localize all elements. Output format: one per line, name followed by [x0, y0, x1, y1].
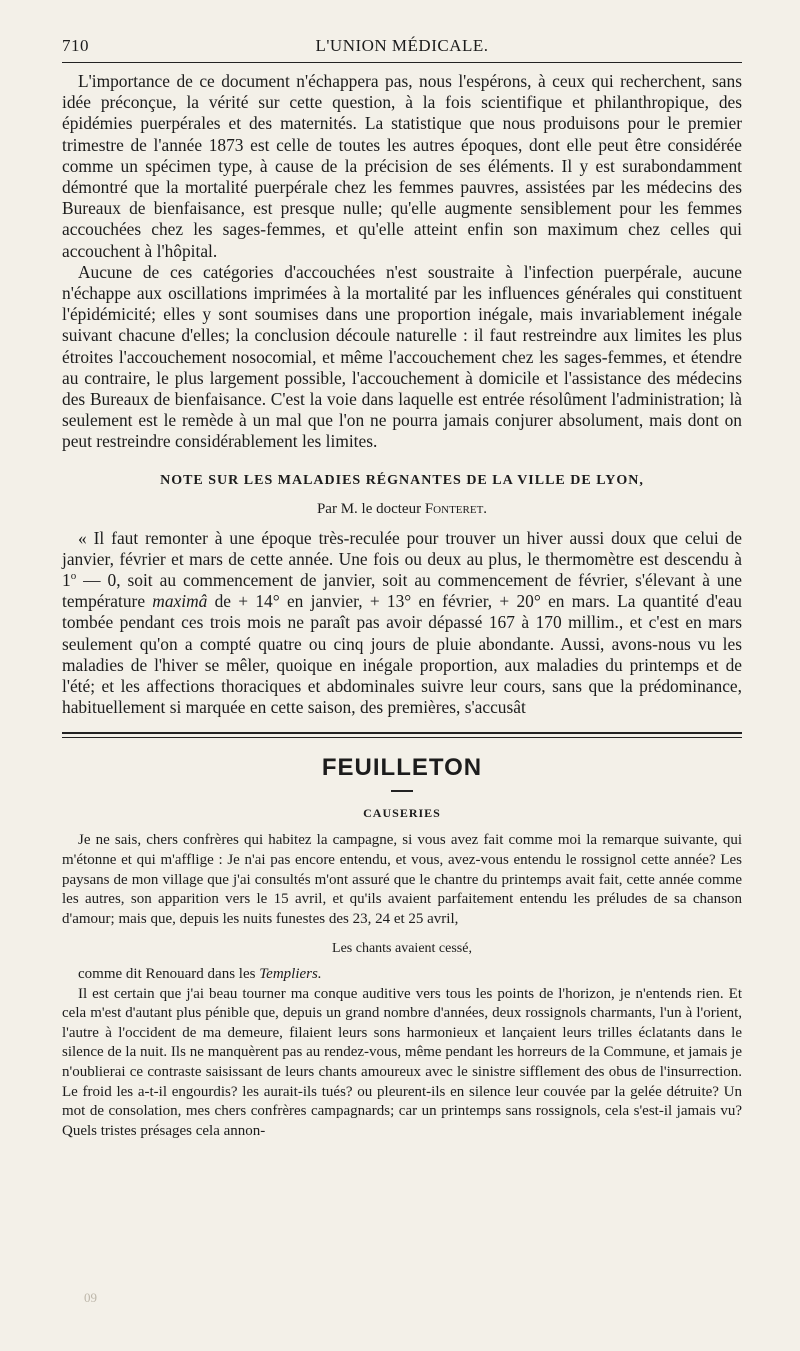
note-text-3: de + 14° en janvier, + 13° en février, + 20° en mars. La quantité d'eau tombée pendant ces trois mois ne paraît pas avoir dépassé 167 à 170 millim., et c'est en mars seulement qu'on a compté quatre ou cinq jours de pluie abondante. Aussi, avons-nous vu les maladies de l'hiver se mêler, quoique en inégale proportion, aux maladies du printemps et de l'été; et les affections thoraciques et abdominales suivre leur cours, sans que la prédominance, habituellement si marquée en cette saison, des premières, s'accusât	[62, 591, 742, 718]
feuilleton-rule-top	[62, 732, 742, 734]
intro-paragraph-1: L'importance de ce document n'échappera pas, nous l'espérons, à ceux qui recherchent, sans idée préconçue, la vérité sur cette question, à la fois scientifique et philanthropique, des épidémies puerpérales et des maternités. La statistique que nous produisons pour le premier trimestre de l'année 1873 est celle de toutes les autres époques, dont elle peut être considérée comme un spécimen type, à cause de la précision de ses éléments. Il y est surabondamment démontré que la mortalité puerpérale chez les femmes pauvres, assistées par les médecins des Bureaux de bienfaisance, est presque nulle; qu'elle augmente sensiblement pour les femmes accouchées chez les sages-femmes, et qu'elle atteint enfin son maximum chez celles qui accouchent à l'hôpital.	[62, 71, 742, 261]
page-number: 710	[62, 36, 89, 55]
intro-section	[62, 71, 742, 453]
causeries-subtitle: CAUSERIES	[363, 806, 441, 821]
note-heading: NOTE SUR LES MALADIES RÉGNANTES DE LA VILLE DE LYON,	[160, 472, 644, 488]
feuilleton-paragraph-2	[62, 965, 742, 985]
feuilleton-p2-italic: Templiers.	[259, 966, 322, 983]
feuilleton-small-rule	[391, 790, 413, 792]
note-author	[62, 501, 742, 518]
feuilleton-paragraph-3: Il est certain que j'ai beau tourner ma conque auditive vers tous les points de l'horizon, je n'entends rien. Et cela m'est d'autant plus pénible que, depuis un grand nombre d'années, deux rossignols charmants, l'un à l'orient, l'autre à l'occident de ma demeure, filaient leurs sons harmonieux et lançaient leurs trilles éclatants dans le silence de la nuit. Ils ne manquèrent pas au rendez-vous, même pendant les horreurs de la Commune, et jamais je n'oublierai ce contraste saisissant de leurs chants amoureux avec le sinistre sifflement des obus de l'insurrection. Le froid les a-t-il engourdis? les aurait-ils tués? ou pleurent-ils en silence leur couvée par la gelée détruite? Un mot de consolation, mes chers confrères campagnards; car un printemps sans rossignols, cela s'est-il jamais vu? Quels tristes présages cela annon-	[62, 985, 742, 1139]
note-degree-sup: o	[70, 570, 77, 583]
note-paragraph	[62, 528, 742, 719]
note-text-1: « Il faut remonter à une époque très-reculée pour trouver un hiver aussi doux que celui de janvier, février et mars de cette année. Une fois ou deux au plus, le thermomètre est descendu à 1	[62, 527, 742, 591]
intro-paragraph-2: Aucune de ces catégories d'accouchées n'est soustraite à l'infection puerpérale, aucune n'échappe aux oscillations imprimées à la mortalité par les influences générales qui constituent l'épidémicité; elles y sont soumises dans une proportion inégale, mais invariablement inégale suivant chacune d'elles; la conclusion découle naturelle : il faut restreindre aux limites les plus étroites l'accouchement nosocomial, et même l'accouchement chez les sages-femmes, et étendre au contraire, le plus largement possible, l'accouchement à domicile et l'assistance des médecins des Bureaux de bienfaisance. C'est la voie dans laquelle est entrée résolûment l'administration; là seulement est le remède à un mal que l'on ne pourra jamais conjurer absolument, mais dont on peut restreindre considérablement les limites.	[62, 261, 742, 452]
feuilleton-section	[62, 831, 742, 1141]
document-page	[62, 30, 742, 1330]
author-name: Fonteret.	[424, 500, 488, 517]
note-section	[62, 528, 742, 719]
note-italic-maxima: maximâ	[152, 591, 208, 612]
author-prefix: Par M. le docteur	[316, 500, 422, 517]
feuilleton-paragraph-1: Je ne sais, chers confrères qui habitez la campagne, si vous avez fait comme moi la remarque suivante, qui m'étonne et qui m'afflige : Je n'ai pas encore entendu, et vous, avez-vous entendu le rossignol cette année? Les paysans de mon village que j'ai consultés m'ont assuré que le chantre du printemps avait fait, cette année comme les autres, son apparition vers le 15 avril, et qu'ils avaient parfaitement entendu les préludes de sa chanson d'amour; mais que, depuis les nuits funestes des 23, 24 et 25 avril,	[62, 832, 742, 927]
journal-title: L'UNION MÉDICALE.	[315, 36, 489, 55]
feuilleton-rule-bottom	[62, 737, 742, 738]
note-text-2: — 0, soit au commencement de janvier, soit au commencement de février, s'élevant à une température	[62, 570, 742, 612]
header-rule	[62, 62, 742, 63]
feuilleton-title: FEUILLETON	[321, 754, 483, 782]
footer-faint-mark: 09	[84, 1290, 97, 1305]
feuilleton-p2-text: comme dit Renouard dans les	[78, 966, 260, 983]
feuilleton-quote: Les chants avaient cessé,	[332, 941, 472, 957]
running-header	[62, 30, 742, 60]
